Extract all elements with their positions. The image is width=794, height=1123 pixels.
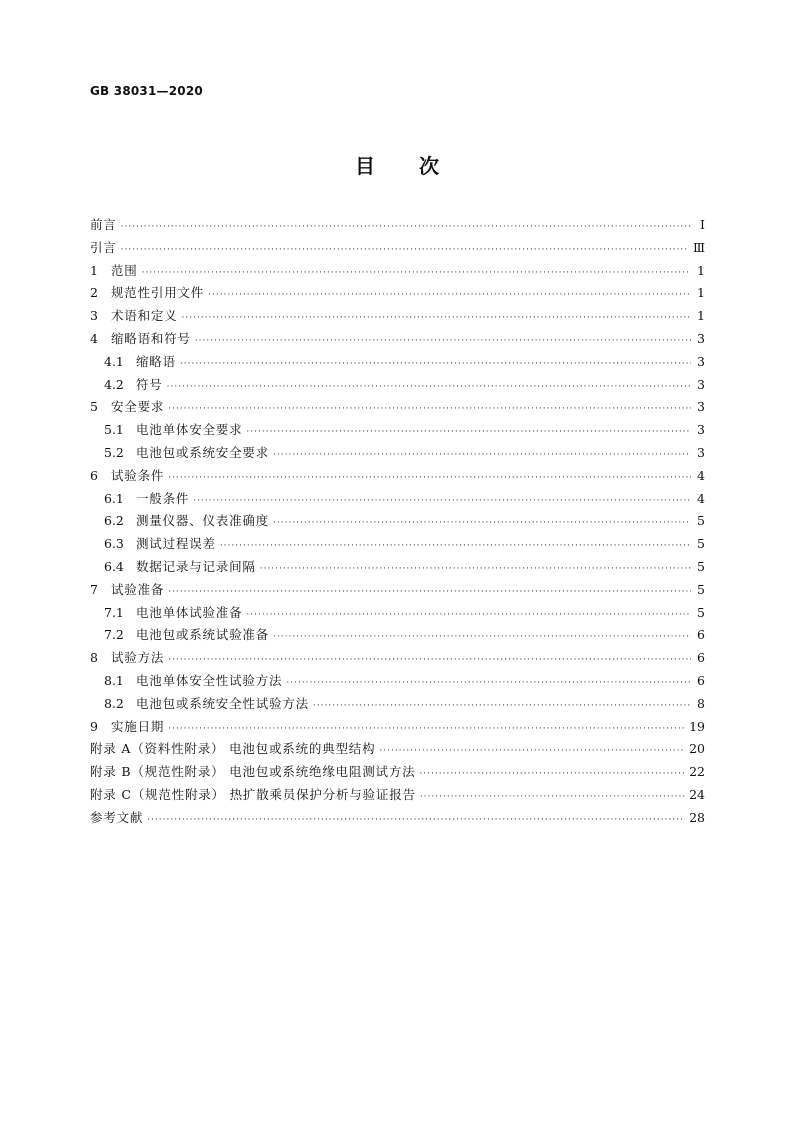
toc-entry-title: 电池单体安全性试验方法 [136, 672, 283, 688]
toc-entry-title: 试验方法 [111, 650, 165, 666]
toc-entry-title: 数据记录与记录间隔 [136, 558, 256, 574]
toc-entry[interactable] [90, 396, 705, 419]
toc-entry-title: 符号 [136, 376, 163, 392]
dot-leader [246, 421, 691, 444]
toc-entry-label [90, 716, 164, 739]
toc-entry-label [104, 419, 242, 442]
toc-entry-label [90, 237, 117, 260]
toc-entry-page: 1 [697, 262, 705, 278]
toc-entry-page: 5 [697, 581, 705, 597]
toc-entry[interactable] [90, 784, 705, 807]
toc-entry-title: 缩略语和符号 [111, 330, 191, 346]
toc-entry-page: 1 [697, 285, 705, 301]
dot-leader [168, 649, 691, 672]
toc-entry-label [104, 693, 309, 716]
toc-entry[interactable] [90, 510, 705, 533]
toc-entry-label [90, 807, 143, 830]
toc-entry-page: 4 [697, 490, 705, 506]
toc-entry-number: 8 [90, 650, 98, 666]
toc-entry-page: 24 [689, 786, 705, 802]
dot-leader [208, 284, 691, 307]
toc-entry-page: 5 [697, 513, 705, 529]
toc-entry[interactable] [90, 419, 705, 442]
toc-entry-page: 3 [697, 330, 705, 346]
toc-entry-title: 附录 A（资料性附录） 电池包或系统的典型结构 [90, 741, 376, 757]
toc-entry-title: 前言 [90, 217, 117, 232]
toc-entry-title: 实施日期 [111, 718, 165, 734]
table-of-contents [90, 214, 705, 830]
toc-entry-page: 3 [697, 444, 705, 460]
toc-entry-label [104, 533, 216, 556]
toc-entry-label [104, 670, 282, 693]
toc-entry-page: 8 [697, 695, 705, 711]
toc-entry-page: 3 [697, 376, 705, 392]
toc-entry[interactable] [90, 738, 705, 761]
dot-leader [182, 307, 691, 330]
toc-entry-title: 附录 C（规范性附录） 热扩散乘员保护分析与验证报告 [90, 786, 416, 802]
toc-entry-number: 6.3 [104, 536, 124, 552]
toc-entry-number: 4.1 [104, 353, 124, 369]
dot-leader [121, 216, 691, 239]
toc-entry-number: 6.4 [104, 558, 124, 574]
toc-entry[interactable] [90, 237, 705, 260]
toc-entry[interactable] [90, 716, 705, 739]
toc-entry-page: 1 [697, 308, 705, 324]
dot-leader [195, 330, 691, 353]
title-char-2: 次 [419, 154, 439, 178]
toc-entry[interactable] [90, 670, 705, 693]
toc-entry-title: 试验准备 [111, 581, 165, 597]
toc-entry-page: 3 [697, 353, 705, 369]
toc-entry[interactable] [90, 305, 705, 328]
toc-entry[interactable] [90, 351, 705, 374]
dot-leader [168, 581, 691, 604]
dot-leader [121, 239, 689, 262]
title-char-1: 目 [355, 154, 375, 178]
dot-leader [142, 262, 691, 285]
toc-entry-number: 7 [90, 581, 98, 597]
toc-entry[interactable] [90, 374, 705, 397]
toc-entry[interactable] [90, 488, 705, 511]
toc-entry-number: 6 [90, 467, 98, 483]
toc-entry-label [104, 602, 242, 625]
toc-entry-label [90, 761, 415, 784]
toc-entry[interactable] [90, 260, 705, 283]
toc-entry-title: 电池单体安全要求 [136, 422, 243, 438]
toc-entry-page: 5 [697, 604, 705, 620]
toc-entry-number: 8.2 [104, 695, 124, 711]
toc-entry[interactable] [90, 214, 705, 237]
toc-entry-label [104, 556, 256, 579]
toc-entry-page: 3 [697, 399, 705, 415]
toc-entry-label [90, 328, 191, 351]
toc-entry-label [90, 579, 164, 602]
toc-entry[interactable] [90, 647, 705, 670]
toc-entry-number: 5 [90, 399, 98, 415]
dot-leader [220, 535, 691, 558]
toc-entry-number: 5.1 [104, 422, 124, 438]
toc-entry[interactable] [90, 624, 705, 647]
toc-entry[interactable] [90, 807, 705, 830]
toc-entry-page: 28 [689, 809, 705, 825]
dot-leader [379, 740, 685, 763]
dot-leader [313, 695, 691, 718]
toc-entry-number: 9 [90, 718, 98, 734]
toc-entry-title: 一般条件 [136, 490, 190, 506]
toc-entry-page: Ⅲ [692, 239, 705, 255]
dot-leader [246, 604, 691, 627]
toc-entry-number: 7.1 [104, 604, 124, 620]
toc-entry-title: 电池单体试验准备 [136, 604, 243, 620]
dot-leader [168, 718, 685, 741]
toc-entry-label [90, 784, 416, 807]
toc-entry[interactable] [90, 761, 705, 784]
toc-entry[interactable] [90, 693, 705, 716]
toc-entry-number: 5.2 [104, 444, 124, 460]
toc-entry-number: 4 [90, 330, 98, 346]
toc-entry[interactable] [90, 328, 705, 351]
toc-entry-number: 3 [90, 308, 98, 324]
toc-entry-title: 规范性引用文件 [111, 285, 205, 301]
toc-entry[interactable] [90, 602, 705, 625]
toc-entry-label [90, 305, 178, 328]
toc-entry-title: 安全要求 [111, 399, 165, 415]
toc-entry-number: 7.2 [104, 627, 124, 643]
toc-entry-title: 测试过程误差 [136, 536, 216, 552]
toc-entry-number: 8.1 [104, 672, 124, 688]
toc-entry-title: 引言 [90, 239, 117, 255]
toc-entry-page: 5 [697, 558, 705, 574]
toc-entry[interactable] [90, 533, 705, 556]
dot-leader [420, 786, 685, 809]
toc-entry-page: 3 [697, 422, 705, 438]
toc-entry-page: 19 [689, 718, 705, 734]
toc-entry-label [90, 260, 138, 283]
toc-entry-number: 6.2 [104, 513, 124, 529]
standard-number: GB 38031—2020 [90, 84, 203, 98]
toc-entry-page: 6 [697, 650, 705, 666]
toc-entry-page: Ⅰ [700, 217, 705, 232]
dot-leader [273, 444, 691, 467]
toc-entry-page: 6 [697, 627, 705, 643]
toc-entry-page: 22 [689, 764, 705, 780]
toc-entry-number: 6.1 [104, 490, 124, 506]
toc-entry-label [104, 510, 269, 533]
dot-leader [168, 467, 691, 490]
toc-entry-title: 术语和定义 [111, 308, 178, 324]
toc-entry-label [90, 282, 204, 305]
toc-entry[interactable] [90, 556, 705, 579]
toc-entry-label [90, 396, 164, 419]
toc-entry-title: 电池包或系统安全要求 [136, 444, 270, 460]
dot-leader [419, 763, 685, 786]
toc-entry[interactable] [90, 282, 705, 305]
page-title [0, 150, 794, 179]
toc-entry[interactable] [90, 579, 705, 602]
toc-entry-page: 5 [697, 536, 705, 552]
toc-entry-page: 4 [697, 467, 705, 483]
toc-entry-title: 参考文献 [90, 809, 144, 825]
toc-entry-label [90, 647, 164, 670]
dot-leader [273, 626, 691, 649]
toc-entry-label [104, 624, 269, 647]
toc-entry-title: 电池包或系统安全性试验方法 [136, 695, 309, 711]
toc-entry-number: 4.2 [104, 376, 124, 392]
dot-leader [286, 672, 691, 695]
toc-entry-title: 缩略语 [136, 353, 176, 369]
toc-entry-label [104, 488, 189, 511]
dot-leader [260, 558, 691, 581]
toc-entry-label [104, 374, 163, 397]
toc-entry-title: 试验条件 [111, 467, 165, 483]
toc-entry-number: 2 [90, 285, 98, 301]
toc-entry[interactable] [90, 442, 705, 465]
toc-entry-title: 附录 B（规范性附录） 电池包或系统绝缘电阻测试方法 [90, 764, 416, 780]
dot-leader [273, 512, 691, 535]
toc-entry[interactable] [90, 465, 705, 488]
dot-leader [193, 490, 691, 513]
dot-leader [147, 809, 685, 832]
toc-entry-title: 测量仪器、仪表准确度 [136, 513, 270, 529]
dot-leader [168, 398, 691, 421]
toc-entry-title: 范围 [111, 262, 138, 278]
dot-leader [180, 353, 691, 376]
toc-entry-number: 1 [90, 262, 98, 278]
toc-entry-label [90, 465, 164, 488]
toc-entry-label [90, 738, 375, 761]
toc-entry-page: 6 [697, 672, 705, 688]
toc-entry-title: 电池包或系统试验准备 [136, 627, 270, 643]
toc-entry-label [90, 214, 117, 237]
toc-entry-label [104, 442, 269, 465]
toc-entry-label [104, 351, 176, 374]
toc-entry-page: 20 [689, 741, 705, 757]
dot-leader [167, 376, 691, 399]
